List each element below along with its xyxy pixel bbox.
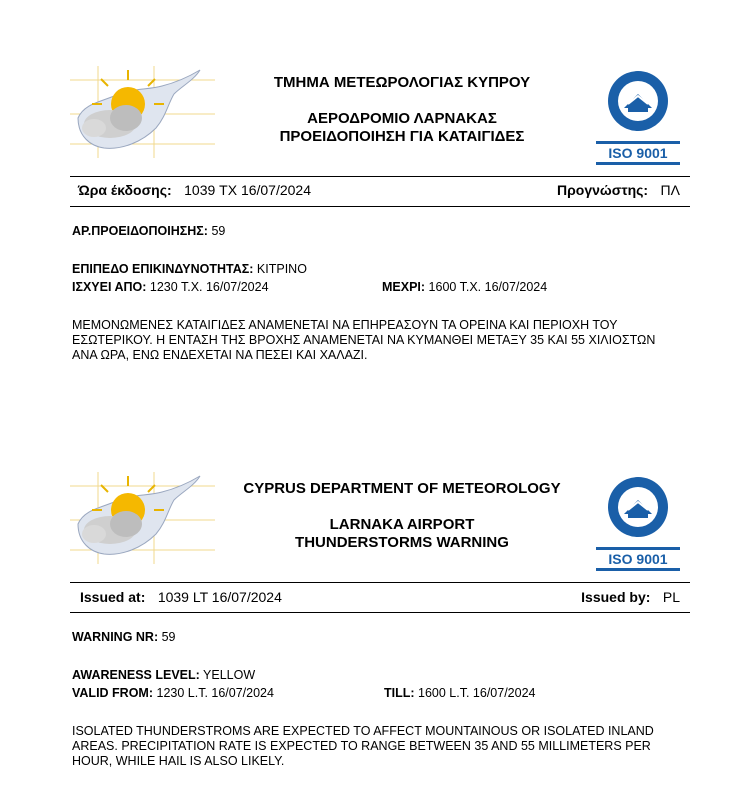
valid-from-value: 1230 Τ.Χ. 16/07/2024 (149, 280, 269, 294)
warning-text-line: AREAS. PRECIPITATION RATE IS EXPECTED TO RANGE BETWEEN 35 AND 55 MILLIMETERS PER (72, 739, 651, 753)
warning-text-line: ISOLATED THUNDERSTROMS ARE EXPECTED TO AFFECT MOUNTAINOUS OR ISOLATED INLAND (72, 724, 654, 738)
issued-label: Ώρα έκδοσης: (78, 182, 172, 198)
forecaster-label: Προγνώστης: (557, 182, 649, 198)
warning-number-label: WARNING NR: (72, 630, 159, 644)
warning-number-value: 59 (211, 224, 226, 238)
valid-from-label: VALID FROM: (72, 686, 154, 700)
warning-number-label: ΑΡ.ΠΡΟΕΙΔΟΠΟΙΗΣΗΣ: (72, 224, 208, 238)
valid-till-label: TILL: (384, 686, 415, 700)
issued-label: Issued at: (80, 589, 146, 605)
header-rule-bottom-english (70, 612, 690, 613)
warning-text-line: HOUR, WHILE HAIL IS ALSO LIKELY. (72, 754, 285, 768)
warning-text-line: ΕΣΩΤΕΡΙΚΟΥ. Η ΕΝΤΑΣΗ ΤΗΣ ΒΡΟΧΗΣ ΑΝΑΜΕΝΕΤΑΙ ΝΑ ΚΥΜΑΝΘΕΙ ΜΕΤΑΞΥ 35 ΚΑΙ 55 ΧΙΛΙΟΣΤΩΝ (72, 333, 656, 347)
warning-text-greek (72, 318, 712, 363)
issued-value: 1039 TX 16/07/2024 (184, 182, 312, 198)
valid-from-value: 1230 L.T. 16/07/2024 (156, 686, 274, 700)
iso-logo-greek (596, 68, 680, 160)
header-rule-bottom-greek (70, 206, 690, 207)
warning-number-english (72, 630, 176, 645)
issued-row-english (80, 589, 684, 609)
warning-text-line: ΑΝΑ ΩΡΑ, ΕΝΩ ΕΝΔΕΧΕΤΑΙ ΝΑ ΠΕΣΕΙ ΚΑΙ ΧΑΛΑΖΙ. (72, 348, 368, 362)
forecaster-label: Issued by: (581, 589, 651, 605)
airport-title-english: LARNAKA AIRPORT (329, 516, 475, 533)
certification-seal-icon (596, 474, 680, 540)
department-title-english: CYPRUS DEPARTMENT OF METEOROLOGY (243, 480, 561, 497)
warning-text-line: ΜΕΜΟΝΩΜΕΝΕΣ ΚΑΤΑΙΓΙΔΕΣ ΑΝΑΜΕΝΕΤΑΙ ΝΑ ΕΠΗΡΕΑΣΟΥΝ ΤΑ ΟΡΕΙΝΑ ΚΑΙ ΠΕΡΙΟΧΗ ΤΟΥ (72, 318, 618, 332)
valid-from-english (72, 686, 274, 701)
valid-till-label: ΜΕΧΡΙ: (382, 280, 426, 294)
warning-title-english: THUNDERSTORMS WARNING (295, 534, 509, 551)
forecaster-value: PL (662, 589, 680, 605)
awareness-level-english (72, 668, 255, 683)
valid-till-value: 1600 Τ.Χ. 16/07/2024 (428, 280, 548, 294)
warning-title-greek: ΠΡΟΕΙΔΟΠΟΙΗΣΗ ΓΙΑ ΚΑΤΑΙΓΙΔΕΣ (279, 128, 525, 145)
forecaster-group (557, 182, 680, 200)
forecaster-value: ΠΛ (660, 182, 680, 198)
awareness-level-value: YELLOW (203, 668, 256, 682)
weather-logo-icon (70, 66, 220, 162)
valid-from-greek (72, 280, 269, 295)
iso-badge: ISO 9001 (596, 141, 680, 165)
awareness-level-label: ΕΠΙΠΕΔΟ ΕΠΙΚΙΝΔΥΝΟΤΗΤΑΣ: (72, 262, 254, 276)
iso-logo-english (596, 474, 680, 566)
warning-text-english (72, 724, 712, 769)
warning-number-value: 59 (161, 630, 176, 644)
valid-from-label: ΙΣΧΥΕΙ ΑΠΟ: (72, 280, 147, 294)
awareness-level-label: AWARENESS LEVEL: (72, 668, 200, 682)
weather-logo-icon (70, 472, 220, 568)
warning-number-greek (72, 224, 225, 239)
header-rule-top-greek (70, 176, 690, 177)
valid-till-english (384, 686, 536, 701)
valid-till-greek (382, 280, 547, 295)
airport-title-greek: ΑΕΡΟΔΡΟΜΙΟ ΛΑΡΝΑΚΑΣ (307, 110, 497, 127)
valid-till-value: 1600 L.T. 16/07/2024 (418, 686, 536, 700)
forecaster-group (581, 589, 680, 607)
awareness-level-greek (72, 262, 307, 277)
iso-badge: ISO 9001 (596, 547, 680, 571)
issued-row-greek (78, 182, 684, 202)
issued-value: 1039 LT 16/07/2024 (157, 589, 282, 605)
awareness-level-value: ΚΙΤΡΙΝΟ (256, 262, 307, 276)
department-title-greek: ΤΜΗΜΑ ΜΕΤΕΩΡΟΛΟΓΙΑΣ ΚΥΠΡΟΥ (273, 74, 531, 91)
certification-seal-icon (596, 68, 680, 134)
header-rule-top-english (70, 582, 690, 583)
